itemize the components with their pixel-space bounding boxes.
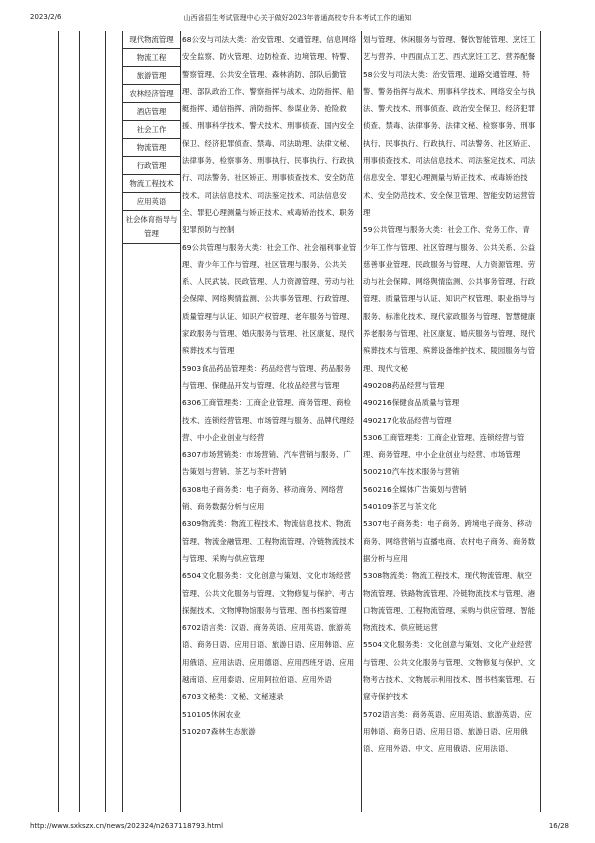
catalog-entry: 6308电子商务类：电子商务、移动商务、网络营销、商务数据分析与应用 — [182, 484, 344, 512]
catalog-entry: 510207森林生态旅游 — [182, 726, 256, 736]
catalog-entry: 6309物流类：物流工程技术、物流信息技术、物流管理、物流金融管理、工程物流管理、冷链物流技术与管理、采购与供应管理 — [182, 519, 355, 563]
source-url: http://www.sxkszx.cn/news/202324/n2637118793.html — [30, 822, 224, 830]
catalog-entry: 6306工商管理类：工商企业管理、商务管理、商检技术、连锁经营管理、市场管理与服务、品牌代理经营、中小企业创业与经营 — [182, 398, 355, 442]
table-border — [105, 31, 106, 812]
catalog-entry: 划与管理、休闲服务与管理、餐饮智能管理、烹饪工艺与营养、中西面点工艺、西式烹饪工艺、营养配餐 — [363, 35, 536, 62]
catalog-entry: 490216保健食品质量与管理 — [363, 398, 460, 408]
major-cell: 旅游管理 — [122, 67, 181, 85]
major-cell: 物流工程技术 — [122, 175, 181, 193]
catalog-entry: 510105休闲农业 — [182, 709, 241, 719]
catalog-entry: 6702语言类：汉语、商务英语、应用英语、旅游英语、商务日语、应用日语、旅游日语、应用韩语、应用俄语、应用法语、应用德语、应用西班牙语、应用越南语、应用泰语、应用阿拉伯语、应用外语 — [182, 623, 355, 684]
catalog-entry: 6703文秘类：文秘、文秘速录 — [182, 692, 284, 702]
major-cell: 物流工程 — [122, 49, 181, 67]
catalog-entry: 58公安与司法大类：治安管理、道路交通管理、特警、警务指挥与战术、刑事科学技术、网络安全与执法、警犬技术、刑事侦查、政治安全保卫、经济犯罪侦查、禁毒、法律事务、法律文秘、检察事务、刑事执行、民事执行、行政执行、司法警务、社区矫正、刑事侦查技术、司法信息技术、司法鉴定技术、司法信息安全、罪犯心理测量与矫正技术、戒毒矫治技术、安全防范技术、安全保卫管理、智能安防运营管理 — [363, 69, 536, 217]
catalog-entry: 69公共管理与服务大类：社会工作、社会福利事业管理、青少年工作与管理、社区管理与服务、公共关系、人民武装、民政管理、人力资源管理、劳动与社会保障、网络舆情监测、公共事务管理、行政管理、质量管理与认证、知识产权管理、老年服务与管理、家政服务与管理、婚庆服务与管理、社区康复、现代殡葬技术与管理 — [182, 242, 357, 356]
major-cell: 现代物流管理 — [122, 31, 181, 49]
catalog-entry: 500210汽车技术服务与营销 — [363, 467, 460, 477]
undergrad-major-list — [122, 31, 181, 244]
major-table — [58, 31, 541, 812]
new-catalog-column — [363, 31, 539, 757]
table-border — [540, 31, 541, 812]
catalog-entry: 5307电子商务类：电子商务、跨境电子商务、移动商务、网络营销与直播电商、农村电子商务、商务数据分析与应用 — [363, 519, 536, 563]
major-cell: 农林经济管理 — [122, 85, 181, 103]
major-cell: 酒店管理 — [122, 103, 181, 121]
major-cell: 应用英语 — [122, 193, 181, 211]
catalog-entry: 5306工商管理类：工商企业管理、连锁经营与管理、商务管理、中小企业创业与经营、市场管理 — [363, 432, 525, 460]
major-cell: 行政管理 — [122, 157, 181, 175]
table-border — [58, 31, 59, 812]
table-border — [361, 31, 362, 812]
catalog-entry: 5903食品药品管理类：药品经营与管理、药品服务与管理、保健品开发与管理、化妆品经营与管理 — [182, 363, 352, 390]
catalog-entry: 5504文化服务类：文化创意与策划、文化产业经营与管理、公共文化服务与管理、文物修复与保护、文物考古技术、文物展示利用技术、图书档案管理、石窟寺保护技术 — [363, 640, 536, 702]
catalog-entry: 490208药品经营与管理 — [363, 380, 445, 390]
catalog-entry: 540109茶艺与茶文化 — [363, 502, 437, 512]
catalog-entry: 68公安与司法大类：治安管理、交通管理、信息网络安全监察、防火管理、边防检查、边境管理、特警、警察管理、公共安全管理、森林消防、部队后勤管理、部队政治工作、警察指挥与战术、边防指挥、船艇指挥、通信指挥、消防指挥、参谋业务、抢险救援、刑事科学技术、警犬技术、刑事侦查、国内安全保卫、经济犯罪侦查、禁毒、司法助理、法律文秘、法律事务、检察事务、刑事执行、民事执行、行政执行、司法警务、社区矫正、刑事侦查技术、安全防范技术、司法信息技术、司法鉴定技术、司法信息安全、罪犯心理测量与矫正技术、戒毒矫治技术、职务犯罪预防与控制 — [182, 35, 357, 235]
catalog-entry: 6504文化服务类：文化创意与策划、文化市场经营管理、公共文化服务与管理、文物修复与保护、考古探掘技术、文物博物馆服务与管理、图书档案管理 — [182, 571, 355, 615]
catalog-entry: 5702语言类：商务英语、应用英语、旅游英语、应用韩语、商务日语、应用日语、旅游日语、应用俄语、应用外语、中文、应用俄语、应用法语、 — [363, 709, 533, 754]
old-catalog-column — [182, 31, 360, 740]
print-date: 2023/2/6 — [30, 13, 62, 21]
document-title: 山西省招生考试管理中心关于做好2023年普通高校专升本考试工作的通知 — [183, 14, 412, 22]
catalog-entry: 59公共管理与服务大类：社会工作、党务工作、青少年工作与管理、社区管理与服务、公共关系、公益慈善事业管理、民政服务与管理、人力资源管理、劳动与社会保障、网络舆情监测、公共事务管理、行政管理、质量管理与认证、知识产权管理、职业指导与服务、标准化技术、现代家政服务与管理、智慧健康养老服务与管理、社区康复、婚庆服务与管理、现代殡葬技术与管理、殡葬设备维护技术、陵园服务与管理、现代文秘 — [363, 225, 536, 373]
major-cell: 物流管理 — [122, 139, 181, 157]
table-border — [79, 31, 80, 812]
catalog-entry: 560216全媒体广告策划与营销 — [363, 484, 467, 494]
major-cell: 社会工作 — [122, 121, 181, 139]
catalog-entry: 6307市场营销类：市场营销、汽车营销与服务、广告策划与营销、茶艺与茶叶营销 — [182, 450, 352, 477]
catalog-entry: 5308物流类：物流工程技术、现代物流管理、航空物流管理、铁路物流管理、冷链物流技术与管理、港口物流管理、工程物流管理、采购与供应管理、智能物流技术、供应链运营 — [363, 571, 536, 633]
catalog-entry: 490217化妆品经营与管理 — [363, 415, 452, 425]
page-number: 16/28 — [548, 822, 569, 830]
major-cell: 社会体育指导与管理 — [122, 211, 181, 244]
